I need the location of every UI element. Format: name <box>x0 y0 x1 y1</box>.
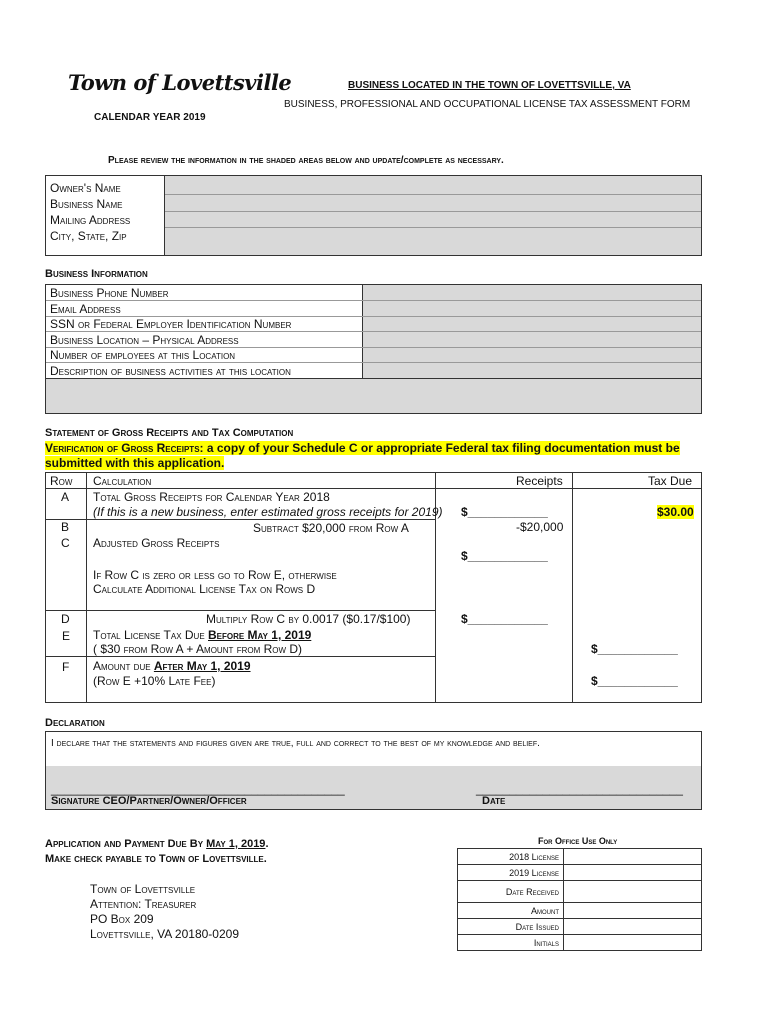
col-row-header: Row <box>50 474 73 488</box>
address-line-1: Town of Lovettsville <box>90 882 196 896</box>
office-row-value <box>564 849 702 865</box>
email-label: Email Address <box>50 302 121 316</box>
row-f-text <box>93 659 251 673</box>
business-info-table <box>45 284 702 414</box>
row-e-text <box>93 628 311 642</box>
col-calc-header: Calculation <box>93 474 152 488</box>
row-a-text: Total Gross Receipts for Calendar Year 2018 <box>93 490 330 504</box>
office-row-label: Date Received <box>458 881 564 903</box>
row-c-note-1: If Row C is zero or less go to Row E, otherwise <box>93 568 337 582</box>
declaration-box <box>45 731 702 810</box>
office-row-value <box>564 881 702 903</box>
mailing-address <box>90 882 239 942</box>
address-line-4: Lovettsville, VA 20180-0209 <box>90 927 239 941</box>
row-f-id: F <box>62 660 70 674</box>
row-e-formula: ( $30 from Row A + Amount from Row D) <box>93 642 303 656</box>
declaration-text: I declare that the statements and figures given are true, full and correct to the best of my knowledge and belief. <box>51 738 540 749</box>
address-line-3: PO Box 209 <box>90 912 154 926</box>
address-line-2: Attention: Treasurer <box>90 897 197 911</box>
row-f-formula: (Row E +10% Late Fee) <box>93 674 216 688</box>
description-label: Description of business activities at this location <box>50 364 291 378</box>
payment-due-period: . <box>265 838 269 850</box>
office-row-label: Date Issued <box>458 919 564 935</box>
office-row-value <box>564 865 702 881</box>
payment-due-lead: Application and Payment Due By <box>45 838 207 850</box>
calendar-year: CALENDAR YEAR 2019 <box>94 112 206 123</box>
row-d-text: Multiply Row C by 0.0017 ($0.17/$100) <box>206 612 411 626</box>
row-e-id: E <box>62 629 71 643</box>
date-label: Date <box>482 795 506 807</box>
tax-computation-table <box>45 472 702 703</box>
ssn-fein-label: SSN or Federal Employer Identification Number <box>50 317 292 331</box>
business-info-heading: Business Information <box>45 268 148 280</box>
office-use-table <box>457 848 702 951</box>
office-row-value <box>564 919 702 935</box>
gross-receipts-heading: Statement of Gross Receipts and Tax Computation <box>45 427 294 439</box>
owner-name-label: Owner's Name <box>50 181 121 195</box>
owner-info-table <box>45 175 702 256</box>
declaration-heading: Declaration <box>45 717 105 729</box>
row-c-receipts-field[interactable]: $____________ <box>461 549 548 563</box>
row-f-deadline: After May 1, 2019 <box>153 659 251 673</box>
business-name-label: Business Name <box>50 197 123 211</box>
row-a-note: (If this is a new business, enter estimated gross receipts for 2019) <box>93 505 443 519</box>
row-e-text-lead: Total License Tax Due <box>93 628 208 642</box>
form-title: BUSINESS LOCATED IN THE TOWN OF LOVETTSVILLE, VA <box>348 80 631 91</box>
row-a-id: A <box>61 490 70 504</box>
form-subtitle: BUSINESS, PROFESSIONAL AND OCCUPATIONAL LICENSE TAX ASSESSMENT FORM <box>284 99 691 110</box>
office-row-label: Initials <box>458 935 564 951</box>
row-f-text-lead: Amount due <box>93 659 154 673</box>
employees-label: Number of employees at this Location <box>50 348 236 362</box>
town-logo: Town of Lovettsville <box>68 70 292 95</box>
row-a-receipts-field[interactable]: $____________ <box>461 505 548 519</box>
office-row-label: Amount <box>458 903 564 919</box>
col-tax-due-header: Tax Due <box>648 474 693 488</box>
payable-to-text: Make check payable to Town of Lovettsville. <box>45 853 267 865</box>
date-line: _______________________________ <box>476 782 683 796</box>
row-e-deadline: Before May 1, 2019 <box>208 628 312 642</box>
office-row-label: 2018 License <box>458 849 564 865</box>
payment-due-text <box>45 838 269 850</box>
city-state-zip-label: City, State, Zip <box>50 229 127 243</box>
signature-label: Signature CEO/Partner/Owner/Officer <box>51 795 247 807</box>
office-row-label: 2019 License <box>458 865 564 881</box>
row-d-id: D <box>61 612 70 626</box>
office-row-value <box>564 903 702 919</box>
row-c-text: Adjusted Gross Receipts <box>93 536 220 550</box>
signature-line: ____________________________________________ <box>51 782 345 796</box>
row-c-id: C <box>61 536 70 550</box>
description-shaded-area[interactable] <box>46 379 701 413</box>
row-a-tax-due: $30.00 <box>657 505 694 519</box>
col-receipts-header: Receipts <box>516 474 563 488</box>
row-b-text: Subtract $20,000 from Row A <box>253 521 409 535</box>
verification-text: : a copy of your Schedule C or appropriate Federal tax filing documentation must be submitted with this application. <box>45 441 680 470</box>
payment-due-date: May 1, 2019 <box>206 838 266 850</box>
verification-note <box>45 441 725 471</box>
row-d-receipts-field[interactable]: $____________ <box>461 612 548 626</box>
office-use-heading: For Office Use Only <box>538 836 618 846</box>
row-b-receipts: -$20,000 <box>516 520 564 534</box>
owner-info-shaded-area[interactable] <box>165 176 701 255</box>
instruction-text: Please review the information in the shaded areas below and update/complete as necessary. <box>108 155 504 166</box>
row-c-note-2: Calculate Additional License Tax on Rows D <box>93 582 316 596</box>
row-f-tax-field[interactable]: $____________ <box>591 674 678 688</box>
business-location-label: Business Location – Physical Address <box>50 333 239 347</box>
verification-lead: Verification of Gross Receipts <box>45 441 200 455</box>
phone-label: Business Phone Number <box>50 286 169 300</box>
office-row-value <box>564 935 702 951</box>
row-b-id: B <box>61 520 70 534</box>
mailing-address-label: Mailing Address <box>50 213 131 227</box>
row-e-tax-field[interactable]: $____________ <box>591 642 678 656</box>
